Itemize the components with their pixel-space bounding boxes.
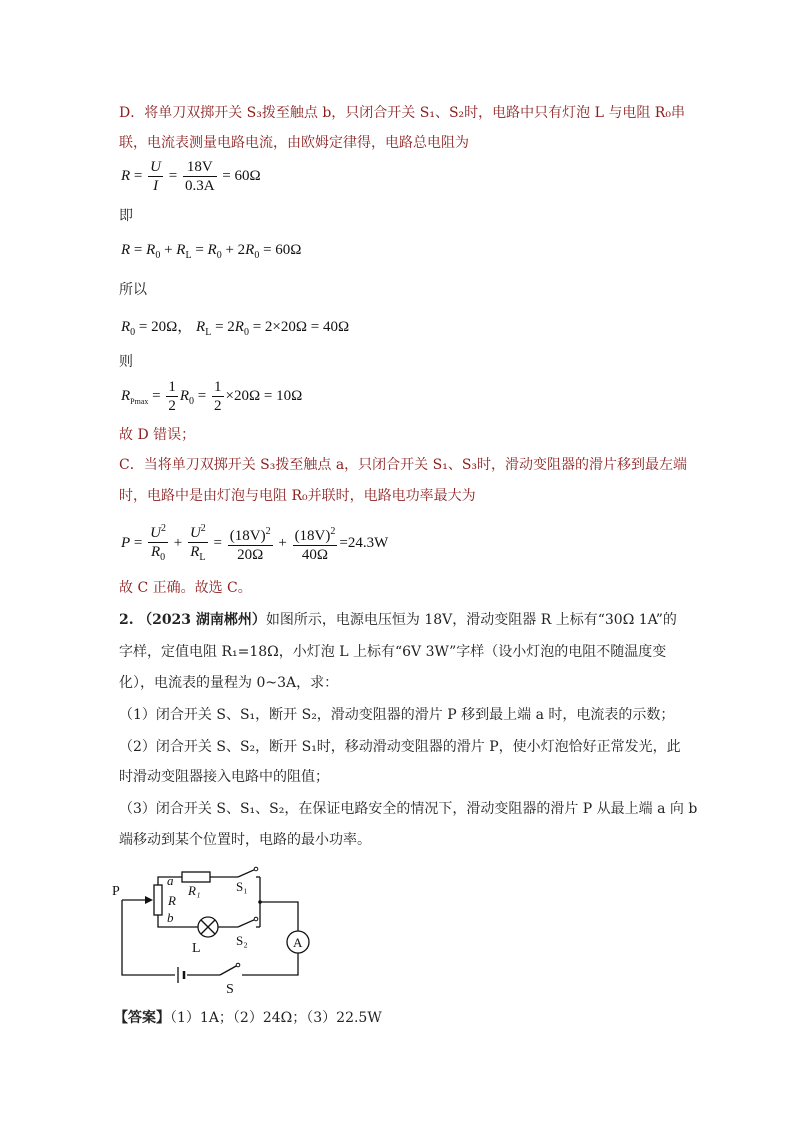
rheostat-body [154,885,162,915]
solution-d-line2: 联，电流表测量电路电流，由欧姆定律得，电路总电阻为 [119,135,469,151]
label-a: a [167,873,174,888]
equation-r0-rl: $R_0 = 20\Omega$， $R_L = 2R_0 = 2\times 20\Omega = 40\Omega$ [121,319,350,338]
answer-text: （1）1A；（2）24Ω；（3）22.5W [170,1010,382,1026]
answer-tag: 【答案】 [114,1010,170,1026]
text-ji: 即 [119,208,133,224]
equation-max-power: P = $\frac{U^2}{R_0}$ + $\frac{U^2}{R_L}$ = $\frac{(18V)^2}{20\Omega}$ + $\frac{(18V)^2}{40\Omega}$ =24.3W [121,520,388,567]
equation-rpmax: $R_{Pmax}$ = $\frac{1}{2}$ $R_0$ = $\frac{1}{2}$ ×20Ω = 10Ω [121,379,303,414]
solution-c-conclusion: 故 C 正确。故选 C。 [119,580,252,596]
question-2-sub3-line1: （3）闭合开关 S、S₁、S₂，在保证电路安全的情况下，滑动变阻器的滑片 P 从最上端 a 向 b [119,801,698,817]
text-suoyi: 所以 [119,282,147,298]
equation-series-sum: $R = R_0 + R_L = R_0 + 2R_0 = 60\Omega$ [121,242,302,261]
label-s: S [226,982,234,997]
switch-s-blade [220,965,238,975]
question-2-sub2-line2: 时滑动变阻器接入电路中的阻值； [119,769,329,785]
switch-s1-blade [238,869,256,877]
label-p: P [112,884,120,899]
question-2-sub1: （1）闭合开关 S、S₁，断开 S₂，滑动变阻器的滑片 P 移到最上端 a 时，电流表的示数； [119,707,675,723]
label-s1: S₁ [236,879,248,894]
label-r: R [168,893,176,908]
label-s2: S₂ [236,933,248,948]
question-number: 2. [119,612,134,628]
solution-d-conclusion: 故 D 错误； [119,427,196,443]
solution-d-line1: D．将单刀双掷开关 S₃拨至触点 b，只闭合开关 S₁、S₂时，电路中只有灯泡 L 与电阻 R₀串 [119,105,685,121]
solution-c-line1: C．当将单刀双掷开关 S₃拨至触点 a，只闭合开关 S₁、S₃时，滑动变阻器的滑片移到最左端 [119,457,688,473]
wire-switch-ammeter [242,953,298,975]
resistor-r1 [182,872,210,882]
label-l: L [192,941,201,956]
question-2-text: 如图所示，电源电压恒为 18V，滑动变阻器 R 上标有“30Ω 1A”的 [265,612,677,628]
wire-rheostat-bottom [158,915,198,927]
label-r1: R₁ [188,883,201,898]
circuit-diagram [110,855,340,1000]
question-2-sub2-line1: （2）闭合开关 S、S₂，断开 S₁时，移动滑动变阻器的滑片 P，使小灯泡恰好正常发光，此 [119,739,681,755]
equation-total-resistance: R = $\frac{U}{I}$ = $\frac{18V}{0.3A}$ = 60Ω [121,159,261,194]
question-2-sub3-line2: 端移动到某个位置时，电路的最小功率。 [119,832,371,848]
answer-line [114,1008,382,1028]
label-b: b [167,910,174,925]
question-2-line1 [119,610,677,630]
label-ammeter: A [293,935,303,950]
solution-c-line2: 时，电路中是由灯泡与电阻 R₀并联时，电路电功率最大为 [119,488,476,504]
text-ze: 则 [119,354,133,370]
slider-arrow-icon [145,896,153,904]
question-2-line2: 字样，定值电阻 R₁=18Ω，小灯泡 L 上标有“6V 3W”字样（设小灯泡的电阻不随温度变 [119,644,667,660]
wire-ammeter-top [260,902,298,931]
question-2-line3: 化），电流表的量程为 0~3A，求： [119,675,339,691]
switch-s2-blade [238,919,256,927]
question-source: （2023 湖南郴州） [138,612,266,628]
